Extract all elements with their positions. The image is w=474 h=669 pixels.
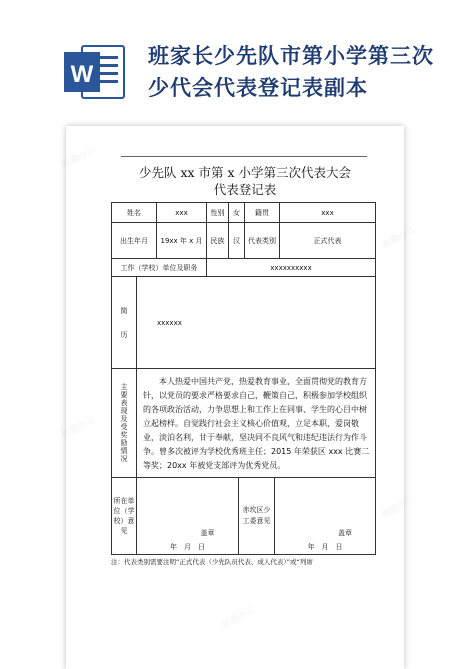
word-logo-letter: W [70, 61, 94, 88]
document-title-line1: 少先队 xx 市第 x 小学第三次代表大会 [138, 165, 352, 180]
header-bar [0, 0, 474, 112]
district-opinion-box [275, 478, 375, 554]
district-seal: 盖章 [338, 529, 352, 537]
deeds-label: 主要表现及受奖励情况 [112, 369, 137, 478]
document-title-line2: 代表登记表 [213, 182, 277, 197]
unit-opinion-box [137, 478, 239, 554]
gender-value: 女 [229, 203, 245, 223]
deeds-text: 本人热爱中国共产党，热爱教育事业，全面贯彻党的教育方针，以党员的要求严格要求自己，鞭策自己，积极参加学校组织的各项政治活动，力争思想上和工作上在同事、学生的心目中树立起榜样。自觉践行社会主义核心价值观，立足本职，爱岗敬业，淡泊名利，甘于奉献，坚决同不良风气和违纪违法行为作斗争。曾多次被评为学校优秀班主任；2015 年荣获区 xxx 比赛二等奖；20xx 年被党支部评为优秀党员。 [137, 369, 375, 478]
name-label: 姓名 [112, 203, 157, 223]
form-note: 注：代表类别需要注明“正式代表（少先队员代表、成人代表）”或“列席 [111, 558, 313, 566]
gender-label: 性别 [207, 203, 229, 223]
unit-date: 年 月 日 [170, 543, 205, 551]
registration-form [111, 202, 376, 555]
origin-label: 籍贯 [245, 203, 280, 223]
category-label: 代表类别 [245, 223, 280, 259]
resume-label: 简 历 [112, 277, 137, 369]
unit-opinion-label: 所在单位（学校）意见 [112, 478, 137, 554]
work-value: xxxxxxxxxx [207, 259, 375, 277]
document-title [110, 164, 380, 198]
ethnic-value: 汉 [229, 223, 245, 259]
header-rule [121, 156, 367, 157]
unit-seal: 盖章 [200, 529, 215, 537]
page-title-line2: 少代会代表登记表副本 [148, 76, 368, 100]
work-label: 工作（学校）单位及职务 [112, 259, 207, 277]
district-opinion-label: 赤坎区少工委意见 [239, 478, 275, 554]
birth-value: 19xx 年 x 月 [157, 223, 207, 259]
resume-value: xxxxxx [137, 277, 375, 369]
ethnic-label: 民族 [207, 223, 229, 259]
word-icon [64, 44, 126, 100]
name-value: xxx [157, 203, 207, 223]
district-date: 年 月 日 [307, 543, 343, 551]
category-value: 正式代表 [280, 223, 375, 259]
origin-value: xxx [280, 203, 375, 223]
birth-label: 出生年月 [112, 223, 157, 259]
page-title-line1: 班家长少先队市第小学第三次 [148, 44, 434, 68]
page-title [148, 40, 468, 104]
